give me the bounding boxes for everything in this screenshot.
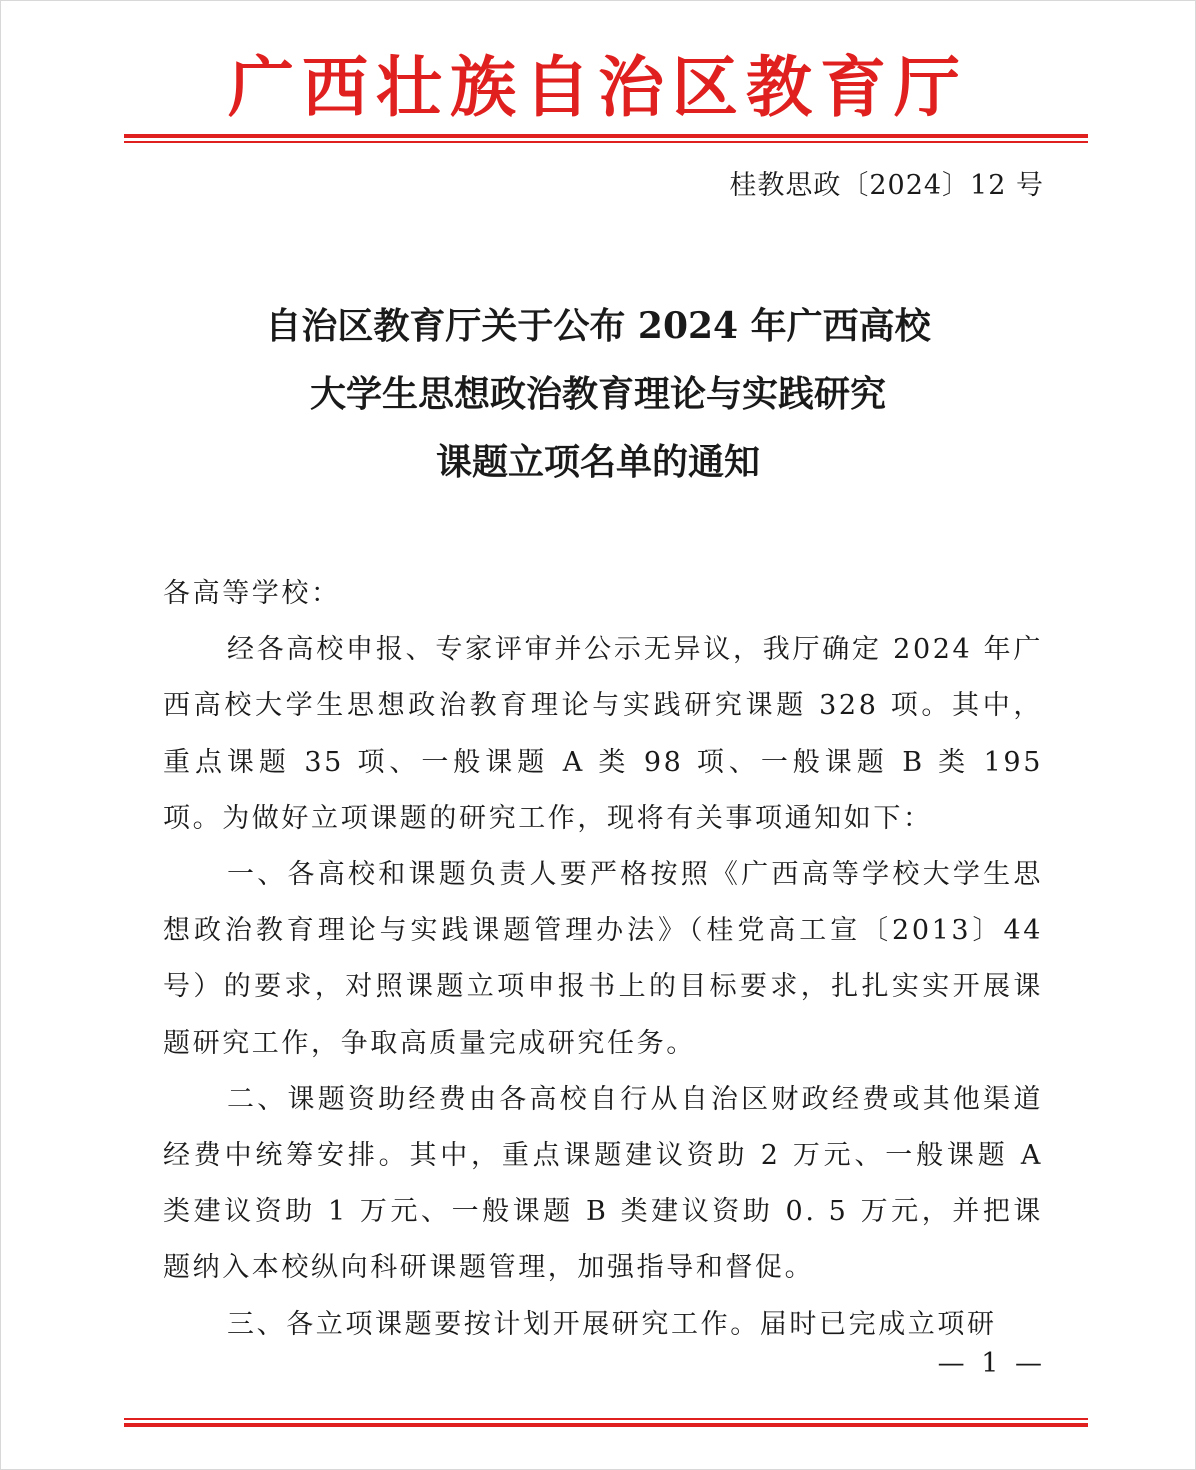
item-3-paragraph: 三、各立项课题要按计划开展研究工作。届时已完成立项研 <box>227 1308 997 1340</box>
notice-title <box>0 292 1196 496</box>
notice-title-line-1: 自治区教育厅关于公布 2024 年广西高校 <box>265 305 931 347</box>
document-number: 桂教思政〔2024〕12 号 <box>729 170 1044 201</box>
salutation: 各高等学校： <box>163 578 341 609</box>
red-header-rule <box>124 134 1088 143</box>
item-2-paragraph: 二、课题资助经费由各高校自行从自治区财政经费或其他渠道经费中统筹安排。其中，重点课题建议资助 2 万元、一般课题 A 类建议资助 1 万元、一般课题 B 类建议资助 0. 5 万元，并把课题纳入本校纵向科研课题管理，加强指导和督促。 <box>163 1083 1043 1284</box>
notice-title-line-3: 课题立项名单的通知 <box>435 441 760 483</box>
item-1-paragraph: 一、各高校和课题负责人要严格按照《广西高等学校大学生思想政治教育理论与实践课题管理办法》（桂党高工宣〔2013〕44 号）的要求，对照课题立项申报书上的目标要求，扎扎实实开展课题研究工作，争取高质量完成研究任务。 <box>163 859 1043 1059</box>
intro-paragraph: 经各高校申报、专家评审并公示无异议，我厅确定 2024 年广西高校大学生思想政治教育理论与实践研究课题 328 项。其中，重点课题 35 项、一般课题 A 类 98 项、一般课题 B 类 195 项。为做好立项课题的研究工作，现将有关事项通知如下： <box>163 634 1043 834</box>
issuing-authority-header: 广西壮族自治区教育厅 <box>228 48 968 126</box>
document-body <box>163 566 1043 1353</box>
red-footer-rule <box>124 1418 1088 1427</box>
page-number: — 1 — <box>937 1348 1046 1379</box>
notice-title-line-2: 大学生思想政治教育理论与实践研究 <box>309 373 886 415</box>
